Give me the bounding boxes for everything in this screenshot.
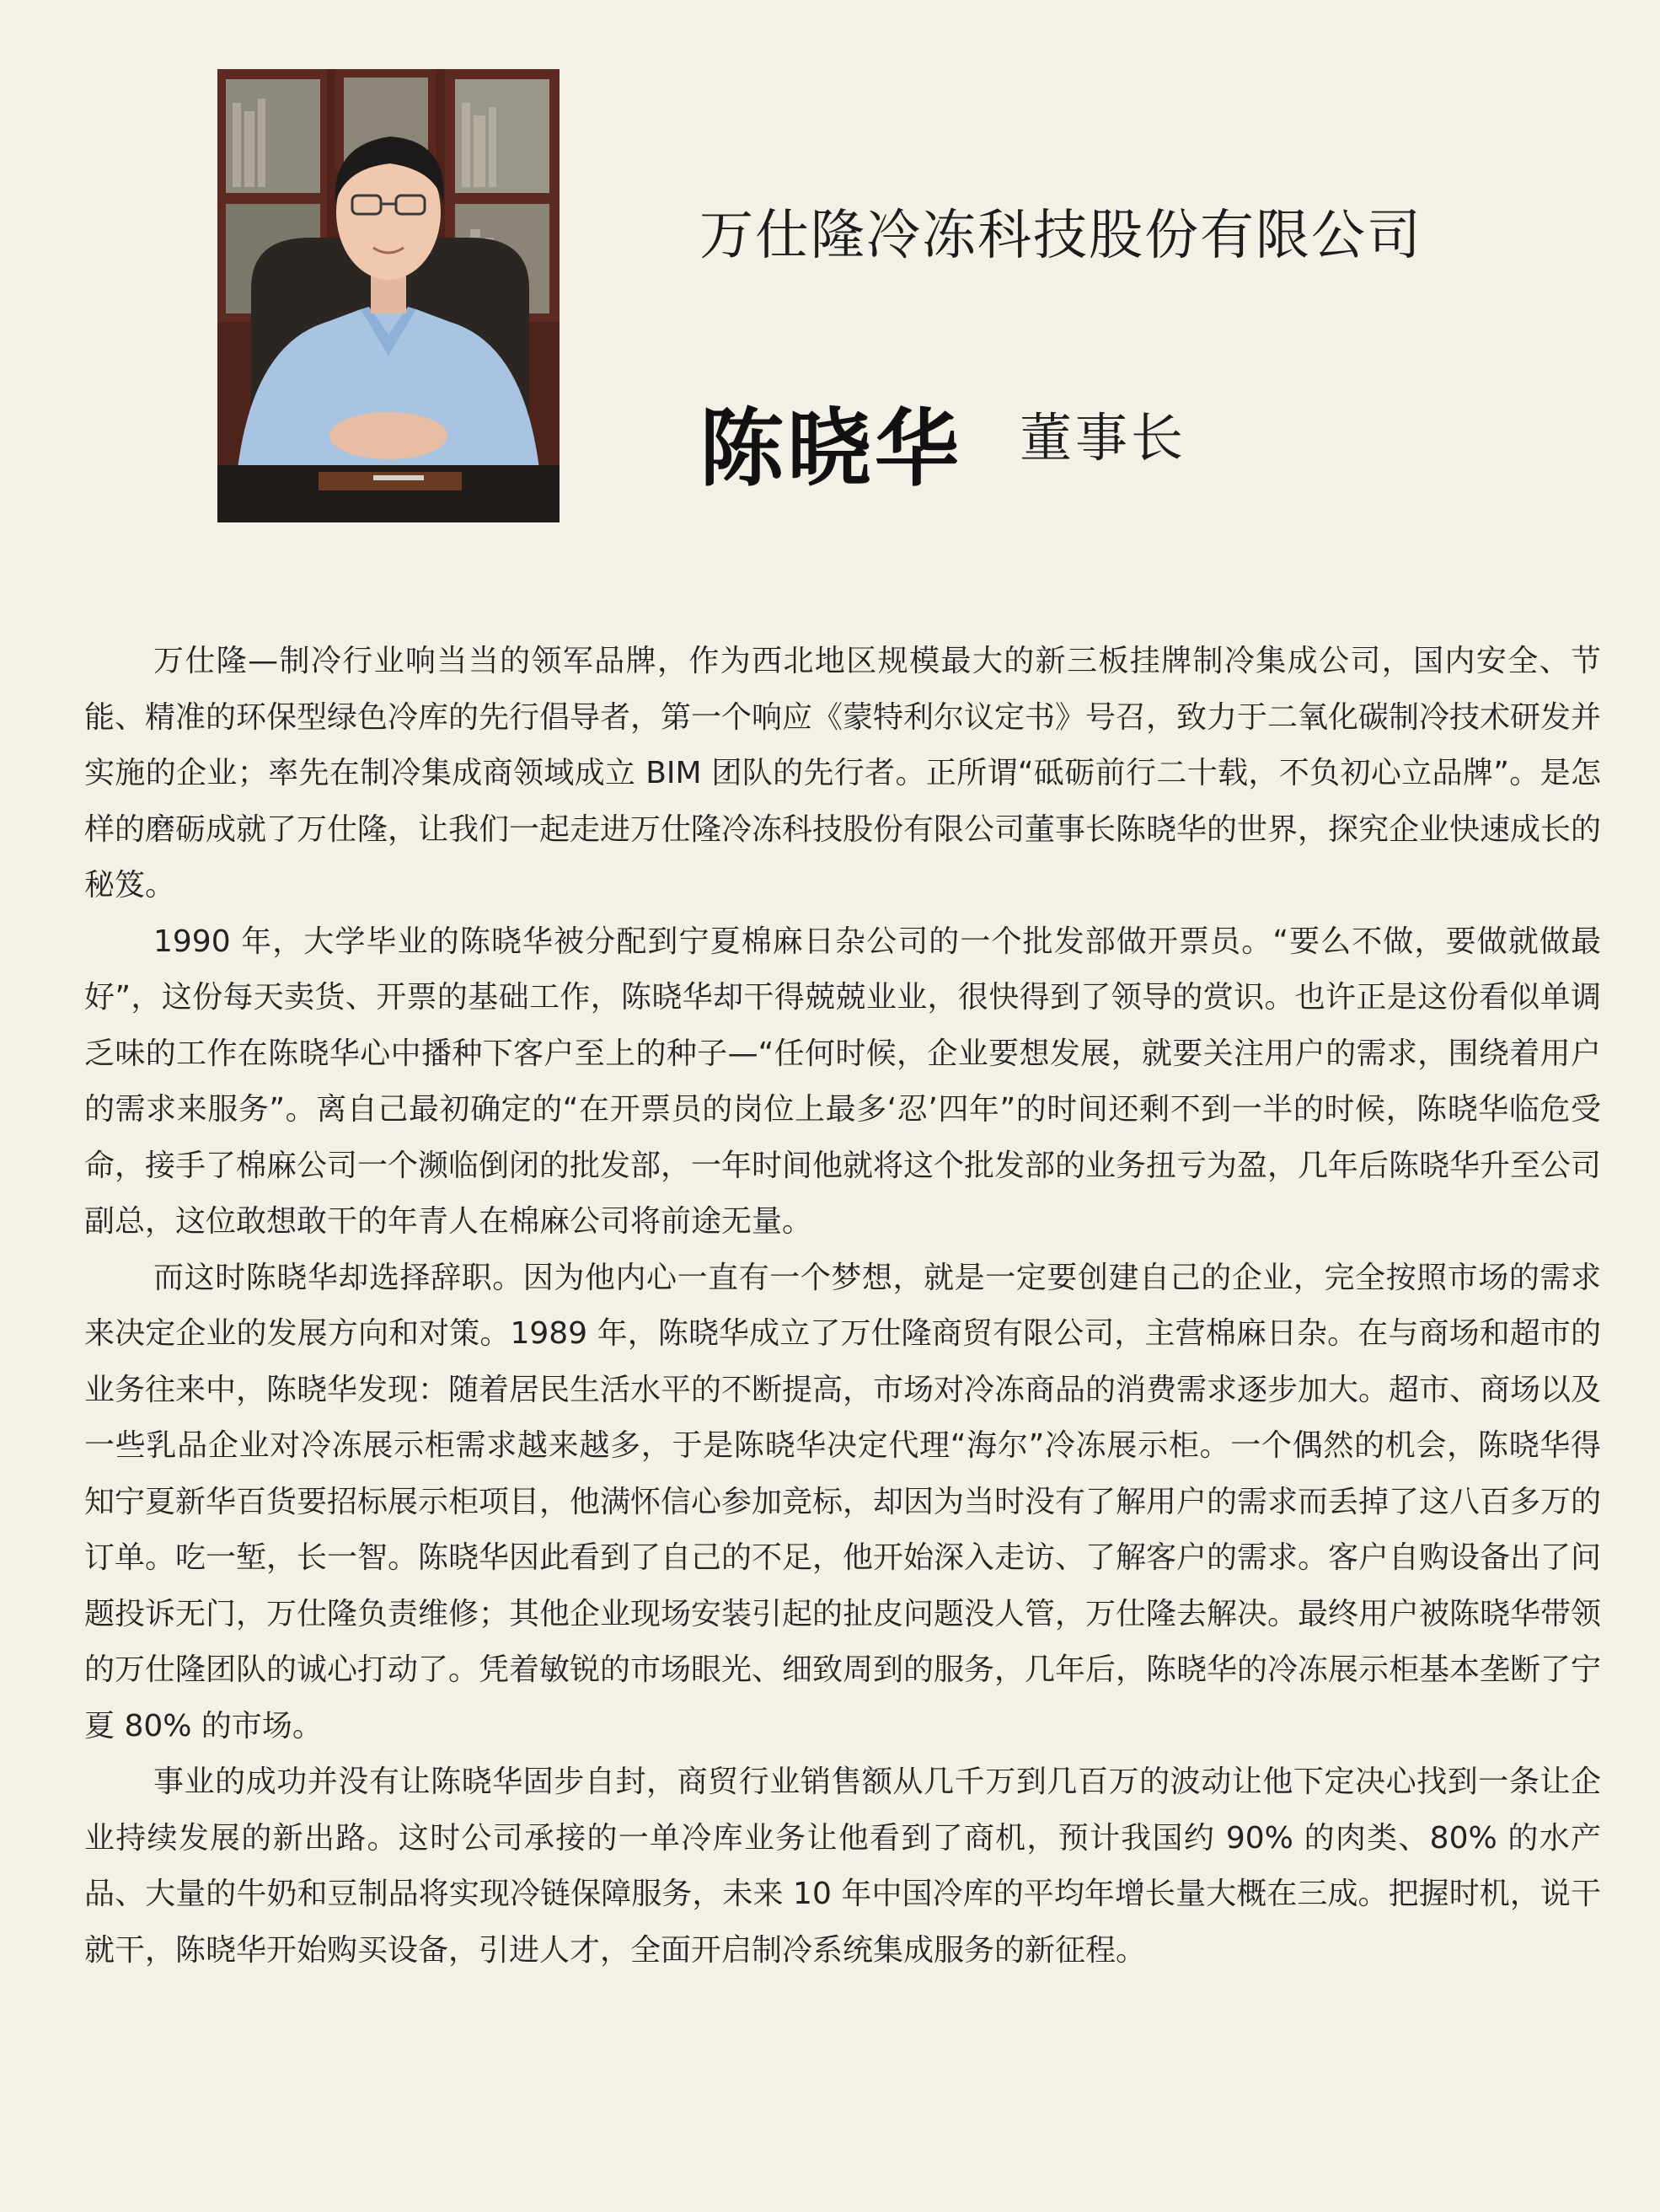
company-name: 万仕隆冷冻科技股份有限公司 [699, 205, 1422, 267]
portrait-illustration [217, 69, 560, 522]
article-paragraph: 事业的成功并没有让陈晓华固步自封，商贸行业销售额从几千万到几百万的波动让他下定决心找到一条让企业持续发展的新出路。这时公司承接的一单冷库业务让他看到了商机，预计我国约 90% 的肉类、80% 的水产品、大量的牛奶和豆制品将实现冷链保障服务，未来 10 年中国冷库的平均年增长量大概在三成。把握时机，说干就干，陈晓华开始购买设备，引进人才，全面开启制冷系统集成服务的新征程。 [84, 1765, 1601, 1968]
portrait-photo [217, 69, 560, 522]
article-paragraph: 1990 年，大学毕业的陈晓华被分配到宁夏棉麻日杂公司的一个批发部做开票员。“要么不做，要做就做最好”，这份每天卖货、开票的基础工作，陈晓华却干得兢兢业业，很快得到了领导的赏识。也许正是这份看似单调乏味的工作在陈晓华心中播种下客户至上的种子—“任何时候，企业要想发展，就要关注用户的需求，围绕着用户的需求来服务”。离自己最初确定的“在开票员的岗位上最多‘忍’四年”的时间还剩不到一半的时候，陈晓华临危受命，接手了棉麻公司一个濒临倒闭的批发部，一年时间他就将这个批发部的业务扭亏为盈，几年后陈晓华升至公司副总，这位敢想敢干的年青人在棉麻公司将前途无量。 [84, 924, 1602, 1239]
article-paragraph: 而这时陈晓华却选择辞职。因为他内心一直有一个梦想，就是一定要创建自己的企业，完全按照市场的需求来决定企业的发展方向和对策。1989 年，陈晓华成立了万仕隆商贸有限公司，主营棉麻日杂。在与商场和超市的业务往来中，陈晓华发现：随着居民生活水平的不断提高，市场对冷冻商品的消费需求逐步加大。超市、商场以及一些乳品企业对冷冻展示柜需求越来越多，于是陈晓华决定代理“海尔”冷冻展示柜。一个偶然的机会，陈晓华得知宁夏新华百货要招标展示柜项目，他满怀信心参加竞标，却因为当时没有了解用户的需求而丢掉了这八百多万的订单。吃一堑，长一智。陈晓华因此看到了自己的不足，他开始深入走访、了解客户的需求。客户自购设备出了问题投诉无门，万仕隆负责维修；其他企业现场安装引起的扯皮问题没人管，万仕隆去解决。最终用户被陈晓华带领的万仕隆团队的诚心打动了。凭着敏锐的市场眼光、细致周到的服务，几年后，陈晓华的冷冻展示柜基本垄断了宁夏 80% 的市场。 [84, 1260, 1602, 1743]
person-title: 董事长 [1020, 407, 1187, 469]
person-name: 陈晓华 [699, 399, 962, 498]
article-paragraph: 万仕隆—制冷行业响当当的领军品牌，作为西北地区规模最大的新三板挂牌制冷集成公司，国内安全、节能、精准的环保型绿色冷库的先行倡导者，第一个响应《蒙特利尔议定书》号召，致力于二氧化碳制冷技术研发并实施的企业；率先在制冷集成商领域成立 BIM 团队的先行者。正所谓“砥砺前行二十载，不负初心立品牌”。是怎样的磨砺成就了万仕隆，让我们一起走进万仕隆冷冻科技股份有限公司董事长陈晓华的世界，探究企业快速成长的秘笈。 [84, 644, 1602, 902]
article-body [84, 634, 1601, 1979]
